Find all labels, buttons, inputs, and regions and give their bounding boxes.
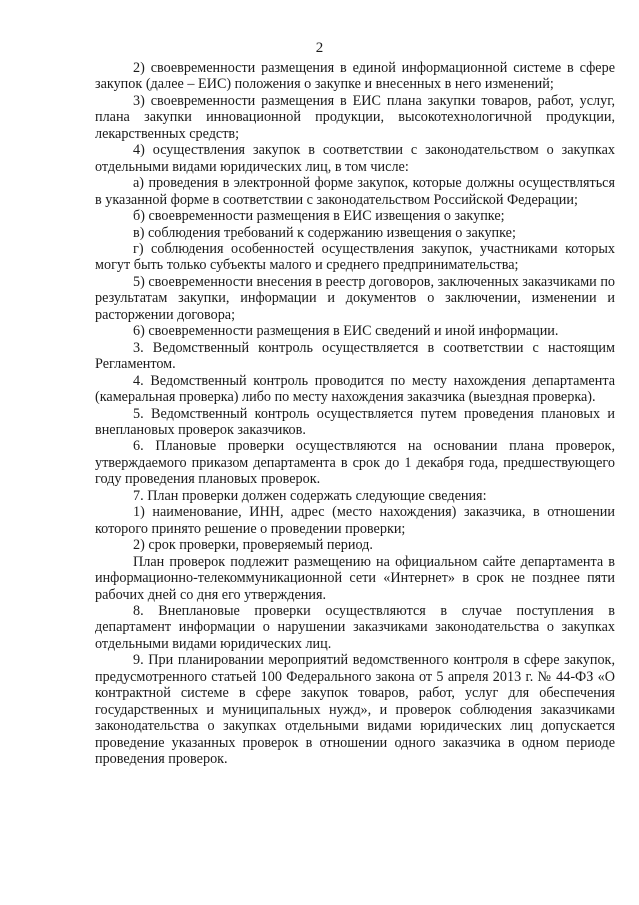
clause-5-inspection-types: 5. Ведомственный контроль осуществляется путем проведения плановых и внеплановых проверок заказчиков. <box>95 405 615 438</box>
paragraph-3-procurement-plan: 3) своевременности размещения в ЕИС плана закупки товаров, работ, услуг, плана закупки инновационной продукции, высокотехнологичной продукции, лекарственных средств; <box>95 92 615 142</box>
paragraph-4b-notice-timing: б) своевременности размещения в ЕИС извещения о закупке; <box>133 208 505 225</box>
clause-7-item-1-customer-details: 1) наименование, ИНН, адрес (место нахождения) заказчика, в отношении которого принято решение о проведении проверки; <box>95 504 615 537</box>
page-number: 2 <box>315 40 324 56</box>
paragraph-5-contract-register: 5) своевременности внесения в реестр договоров, заключенных заказчиками по результатам закупки, информации и документов о заключении, изменении и расторжении договора; <box>95 273 616 323</box>
document-body <box>95 60 615 767</box>
clause-8-unplanned-inspections: 8. Внеплановые проверки осуществляются в случае поступления в департамент информации о нарушении заказчиками законодательства о закупках отдельными видами юридических лиц. <box>95 602 615 652</box>
clause-7-item-2-period: 2) срок проверки, проверяемый период. <box>133 537 373 554</box>
clause-4-inspection-location: 4. Ведомственный контроль проводится по месту нахождения департамента (камеральная проверка) либо по месту нахождения заказчика (выездная проверка). <box>95 372 615 406</box>
clause-7-plan-contents: 7. План проверки должен содержать следующие сведения: <box>133 487 487 504</box>
paragraph-6-other-information: 6) своевременности размещения в ЕИС сведений и иной информации. <box>133 323 559 340</box>
paragraph-4c-notice-content: в) соблюдения требований к содержанию извещения о закупке; <box>133 224 516 241</box>
clause-7-publication: План проверок подлежит размещению на официальном сайте департамента в информационно-телекоммуникационной сети «Интернет» в срок не позднее пяти рабочих дней со дня его утверждения. <box>95 553 615 603</box>
paragraph-4d-small-business: г) соблюдения особенностей осуществления закупок, участниками которых могут быть только субъекты малого и среднего предпринимательства; <box>95 240 615 274</box>
clause-6-planned-inspections: 6. Плановые проверки осуществляются на основании плана проверок, утверждаемого приказом департамента в срок до 1 декабря года, предшествующего году проведения плановых проверок. <box>95 438 615 488</box>
paragraph-2-eis-regulation: 2) своевременности размещения в единой информационной системе в сфере закупок (далее – ЕИС) положения о закупке и внесенных в него изменений; <box>95 60 615 93</box>
paragraph-4-procurement-compliance: 4) осуществления закупок в соответствии с законодательством о закупках отдельными видами юридических лиц, в том числе: <box>95 142 615 175</box>
clause-3-regulation: 3. Ведомственный контроль осуществляется в соответствии с настоящим Регламентом. <box>95 339 615 373</box>
paragraph-4a-electronic-form: а) проведения в электронной форме закупок, которые должны осуществляться в указанной форме в соответствии с законодательством Российской Федерации; <box>95 175 615 208</box>
clause-9-combined-inspections: 9. При планировании мероприятий ведомственного контроля в сфере закупок, предусмотренного статьей 100 Федерального закона от 5 апреля 2013 г. № 44-ФЗ «О контрактной системе в сфере закупок товаров, работ, услуг для обеспечения государственных и муниципальных нужд», и проверок соблюдения заказчиками законодательства о закупках отдельными видами юридических лиц допускается проведение указанных проверок в отношении одного заказчика в одном периоде проведения проверок. <box>95 652 615 768</box>
